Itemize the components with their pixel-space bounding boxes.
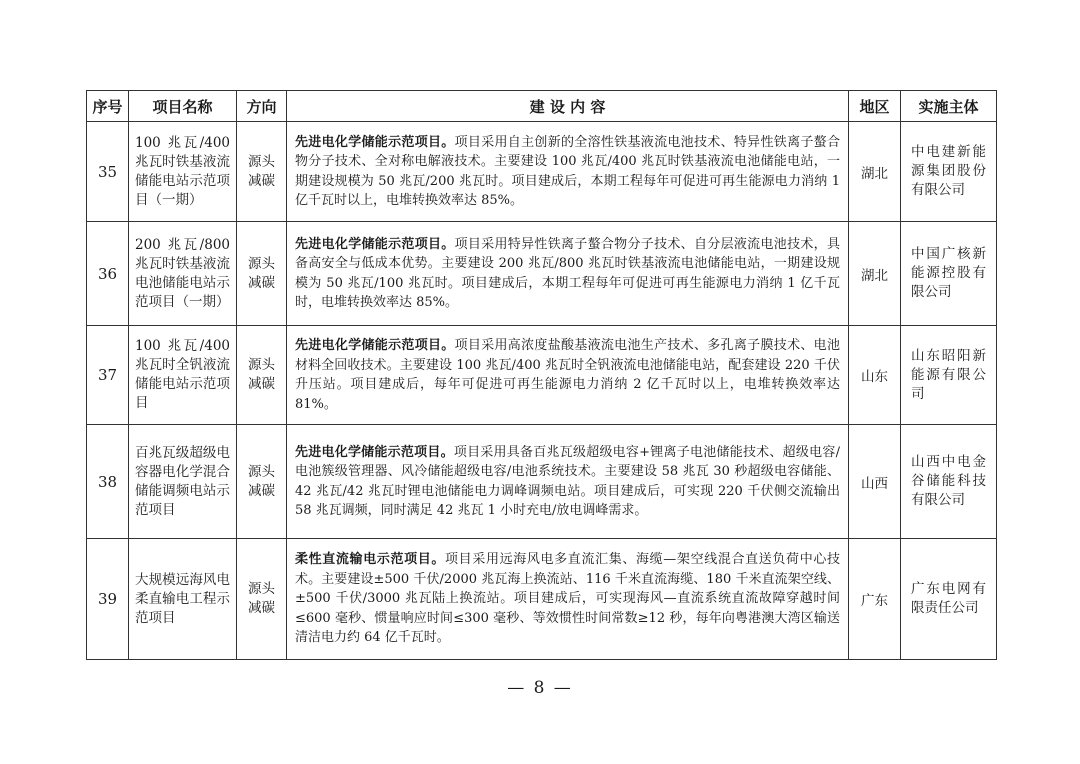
row-project-name: 200 兆瓦/800 兆瓦时铁基液流电池储能电站示范项目（一期） (129, 222, 237, 326)
row-no: 37 (87, 326, 129, 425)
row-region: 山西 (849, 425, 901, 539)
row-content-body: 项目采用高浓度盐酸基液流电池生产技术、多孔离子膜技术、电池材料全回收技术。主要建设 100 兆瓦/400 兆瓦时全钒液流电池储能电站，配套建设 220 千伏升压站。项目建成后，每年可促进可再生能源电力消纳 2 亿千瓦时以上，电堆转换效率达 81%。 (295, 338, 840, 412)
row-project-name: 百兆瓦级超级电容器电化学混合储能调频电站示范项目 (129, 425, 237, 539)
header-content: 建 设 内 容 (287, 91, 849, 122)
row-entity: 山东昭阳新能源有限公司 (901, 326, 997, 425)
table-row (87, 539, 997, 660)
row-content (287, 326, 849, 425)
header-entity: 实施主体 (901, 91, 997, 122)
row-content-title: 先进电化学储能示范项目。 (295, 236, 455, 252)
project-table (86, 90, 997, 660)
row-entity: 广东电网有限责任公司 (901, 539, 997, 660)
row-region: 湖北 (849, 122, 901, 222)
row-direction: 源头减碳 (237, 539, 287, 660)
row-entity: 中电建新能源集团股份有限公司 (901, 122, 997, 222)
row-no: 36 (87, 222, 129, 326)
row-direction: 源头减碳 (237, 425, 287, 539)
header-no: 序号 (87, 91, 129, 122)
row-no: 39 (87, 539, 129, 660)
row-no: 35 (87, 122, 129, 222)
row-direction: 源头减碳 (237, 222, 287, 326)
row-entity: 中国广核新能源控股有限公司 (901, 222, 997, 326)
header-name: 项目名称 (129, 91, 237, 122)
row-content (287, 425, 849, 539)
row-direction: 源头减碳 (237, 122, 287, 222)
row-content (287, 122, 849, 222)
row-direction: 源头减碳 (237, 326, 287, 425)
row-content-body: 项目采用远海风电多直流汇集、海缆—架空线混合直送负荷中心技术。主要建设±500 千伏/2000 兆瓦海上换流站、116 千米直流海缆、180 千米直流架空线、±500 千伏/3000 兆瓦陆上换流站。项目建成后，可实现海风—直流系统直流故障穿越时间≤600 毫秒、惯量响应时间≤300 毫秒、等效惯性时间常数≥12 秒，每年向粤港澳大湾区输送清洁电力约 64 亿千瓦时。 (295, 552, 840, 646)
table-header-row (87, 91, 997, 122)
row-content-title: 先进电化学储能示范项目。 (295, 134, 455, 150)
row-content-title: 先进电化学储能示范项目。 (295, 338, 455, 353)
row-content-title: 先进电化学储能示范项目。 (295, 444, 454, 460)
row-project-name: 大规模远海风电柔直输电工程示范项目 (129, 539, 237, 660)
row-content-body: 项目采用自主创新的全溶性铁基液流电池技术、特异性铁离子螯合物分子技术、全对称电解液技术。主要建设 100 兆瓦/400 兆瓦时铁基液流电池储能电站，一期建设规模为 50 兆瓦/200 兆瓦时。项目建成后，本期工程每年可促进可再生能源电力消纳 1 亿千瓦时以上，电堆转换效率达 85%。 (295, 134, 840, 208)
row-content (287, 539, 849, 660)
row-project-name: 100 兆瓦/400 兆瓦时铁基液流储能电站示范项目（一期） (129, 122, 237, 222)
row-entity: 山西中电金谷储能科技有限公司 (901, 425, 997, 539)
header-region: 地区 (849, 91, 901, 122)
row-content-title: 柔性直流输电示范项目。 (295, 552, 446, 568)
row-content-body: 项目采用具备百兆瓦级超级电容+锂离子电池储能技术、超级电容/电池簇级管理器、风冷储能超级电容/电池系统技术。主要建设 58 兆瓦 30 秒超级电容储能、42 兆瓦/42 兆瓦时锂电池储能电力调峰调频电站。项目建成后，可实现 220 千伏侧交流输出 58 兆瓦调频，同时满足 42 兆瓦 1 小时充电/放电调峰需求。 (295, 444, 840, 518)
row-content-body: 项目采用特异性铁离子螯合物分子技术、自分层液流电池技术，具备高安全与低成本优势。主要建设 200 兆瓦/800 兆瓦时铁基液流电池储能电站，一期建设规模为 50 兆瓦/100 兆瓦时。项目建成后，本期工程每年可促进可再生能源电力消纳 1 亿千瓦时，电堆转换效率达 85%。 (295, 236, 840, 310)
row-no: 38 (87, 425, 129, 539)
row-region: 广东 (849, 539, 901, 660)
table-row (87, 222, 997, 326)
row-region: 湖北 (849, 222, 901, 326)
row-content (287, 222, 849, 326)
row-project-name: 100 兆瓦/400 兆瓦时全钒液流储能电站示范项目 (129, 326, 237, 425)
header-direction: 方向 (237, 91, 287, 122)
page-number: — 8 — (507, 678, 573, 698)
table-row (87, 326, 997, 425)
table-row (87, 425, 997, 539)
table-row (87, 122, 997, 222)
row-region: 山东 (849, 326, 901, 425)
